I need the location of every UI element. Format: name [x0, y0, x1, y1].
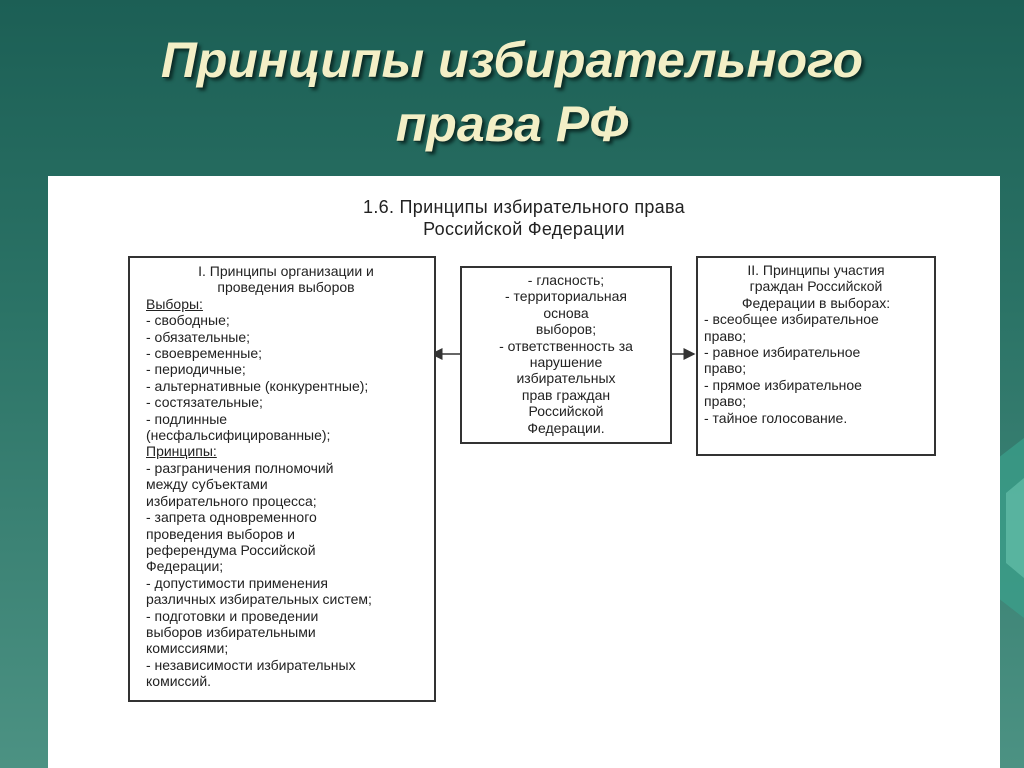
list-item: нарушение [529, 354, 603, 371]
right-heading-line2: граждан Российской [749, 278, 883, 295]
right-heading-line1: II. Принципы участия [747, 262, 885, 278]
participation-principles-box [696, 256, 936, 456]
list-item: - состязательные; [146, 394, 263, 411]
list-item: - свободные; [146, 312, 230, 329]
left-heading-line1: I. Принципы организации и [198, 263, 374, 279]
corner-decoration [998, 438, 1024, 618]
list-item: Федерации; [146, 558, 224, 575]
list-item: основа [543, 304, 589, 321]
list-item: - тайное голосование. [704, 409, 848, 426]
list-item: Российской [528, 403, 604, 420]
right-box-heading [704, 262, 928, 311]
list-item: - своевременные; [146, 345, 263, 362]
left-box-heading [146, 263, 426, 296]
diagram-panel [48, 176, 1000, 768]
list-item: - территориальная [505, 288, 627, 305]
principles-list [146, 460, 426, 690]
elections-list [146, 312, 426, 443]
list-item: комиссий. [146, 673, 212, 690]
list-item: - альтернативные (конкурентные); [146, 377, 369, 394]
list-item: право; [704, 360, 747, 377]
list-item: между субъектами [146, 476, 268, 493]
list-item: референдума Российской [146, 541, 316, 558]
list-item: прав граждан [521, 386, 611, 403]
list-item: - допустимости применения [146, 574, 328, 591]
common-principles-box [460, 266, 672, 444]
list-item: - независимости избирательных [146, 656, 356, 673]
list-item: Федерации. [527, 419, 605, 436]
diagram-title-line1: 1.6. Принципы избирательного права [363, 197, 685, 217]
list-item: - всеобщее избирательное [704, 311, 879, 328]
list-item: (несфальсифицированные); [146, 427, 331, 444]
slide-title [0, 28, 1024, 156]
list-item: - подлинные [146, 410, 228, 427]
principles-label: Принципы: [146, 443, 217, 460]
list-item: - периодичные; [146, 361, 246, 378]
list-item: выборов; [535, 321, 597, 338]
organization-principles-box [128, 256, 436, 702]
list-item: - подготовки и проведении [146, 607, 319, 624]
diagram-title [48, 196, 1000, 240]
list-item: комиссиями; [146, 640, 229, 657]
list-item: различных избирательных систем; [146, 591, 372, 608]
list-item: - разграничения полномочий [146, 459, 334, 476]
left-heading-line2: проведения выборов [217, 279, 355, 296]
elections-label: Выборы: [146, 295, 203, 312]
list-item: право; [704, 393, 747, 410]
list-item: - обязательные; [146, 328, 251, 345]
list-item: выборов избирательными [146, 623, 316, 640]
list-item: избирательных [516, 370, 616, 387]
diagram-title-line2: Российской Федерации [423, 219, 625, 239]
list-item: избирательного процесса; [146, 492, 317, 509]
list-item: проведения выборов и [146, 525, 295, 542]
right-heading-line3: Федерации в выборах: [741, 294, 891, 311]
list-item: - гласность; [527, 272, 605, 288]
slide-title-line1: Принципы избирательного [160, 32, 864, 88]
list-item: - прямое избирательное [704, 376, 862, 393]
list-item: - запрета одновременного [146, 509, 317, 526]
slide-title-line2: права РФ [395, 96, 629, 152]
list-item: - ответственность за [499, 337, 633, 354]
list-item: право; [704, 327, 747, 344]
list-item: - равное избирательное [704, 344, 861, 361]
